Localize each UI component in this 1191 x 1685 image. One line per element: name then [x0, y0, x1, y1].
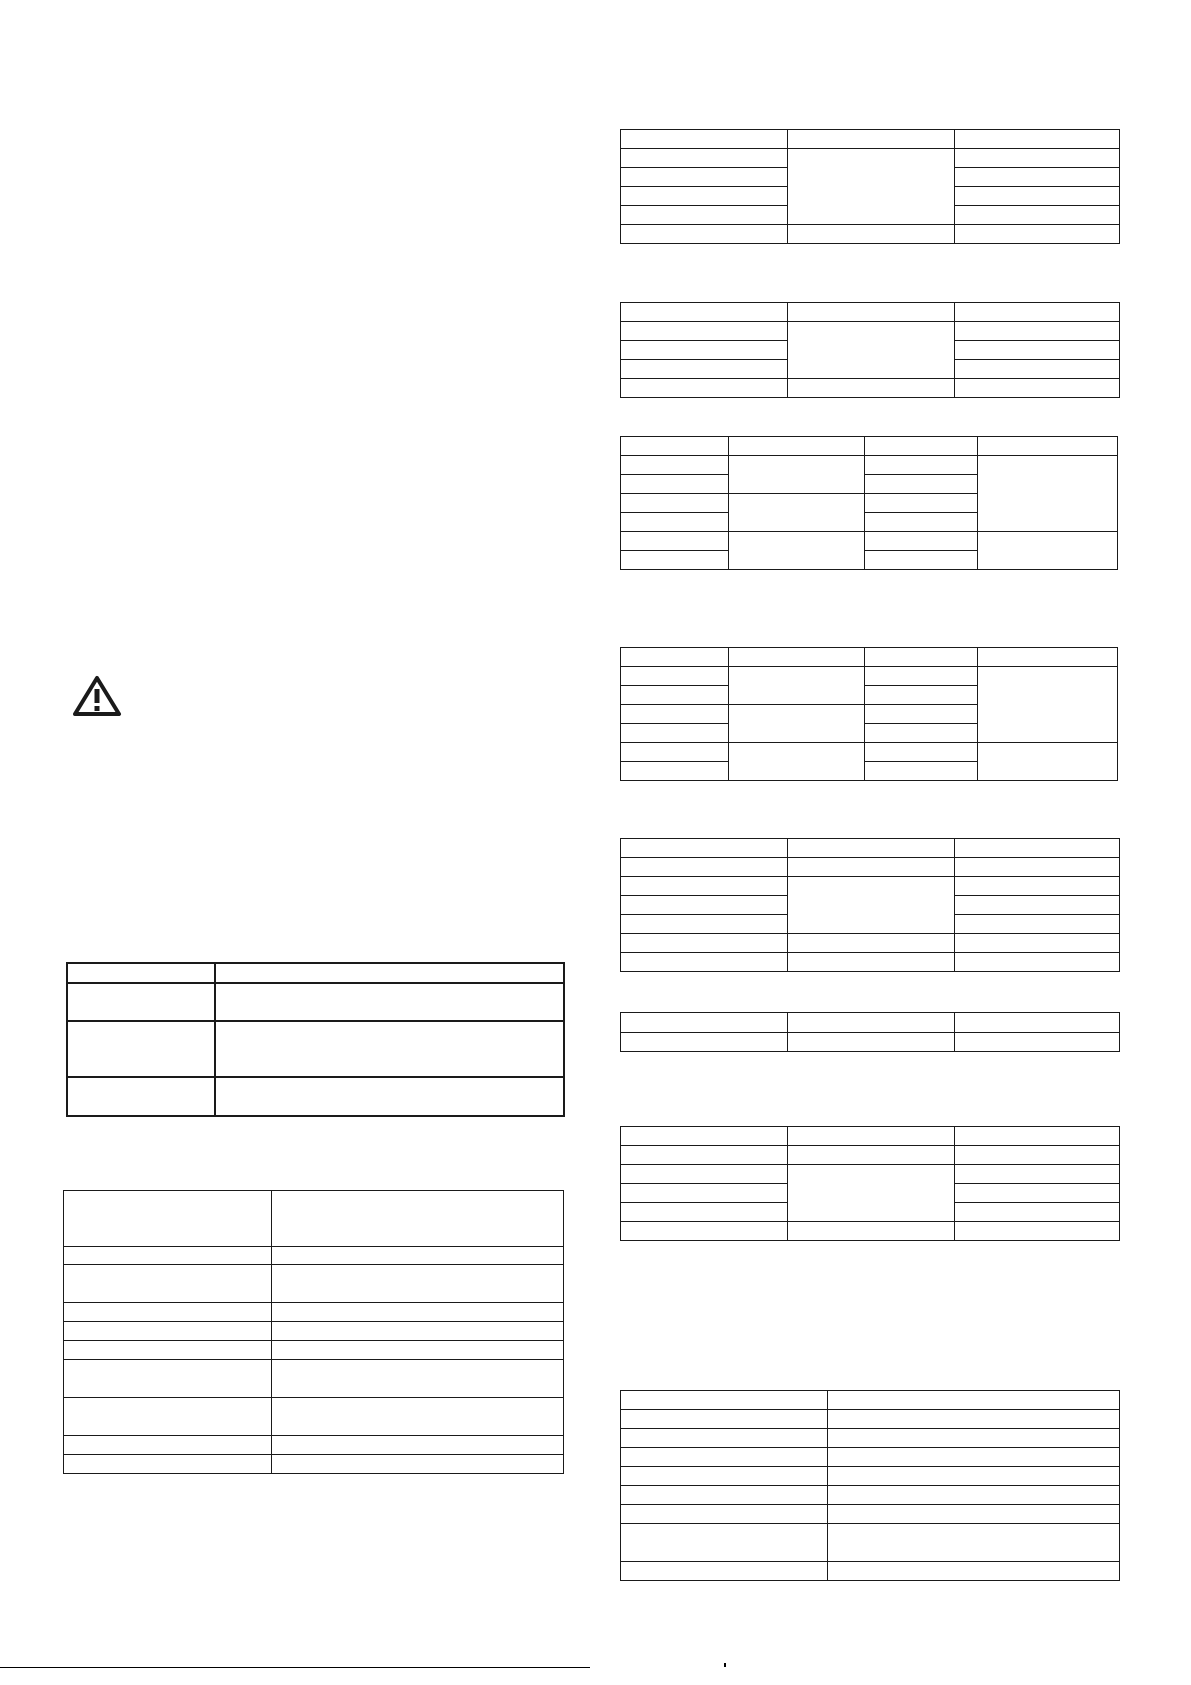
table-row [621, 1429, 1120, 1448]
footer-tick-mark [724, 1663, 726, 1667]
table-row [64, 1436, 564, 1455]
table-row [621, 1467, 1120, 1486]
table-row [621, 532, 1118, 551]
table-row [621, 1486, 1120, 1505]
table-row [64, 1265, 564, 1303]
table-header-row [621, 1127, 1120, 1146]
table-header-row [621, 648, 1118, 667]
table-header-row [621, 839, 1120, 858]
table-row [621, 667, 1118, 686]
table-header-row [67, 963, 564, 983]
table-row [621, 1033, 1120, 1052]
table-right-5 [620, 838, 1120, 972]
table-row [621, 1410, 1120, 1429]
table-row [621, 1165, 1120, 1184]
table-row [621, 953, 1120, 972]
table-row [621, 379, 1120, 398]
table-right-1 [620, 129, 1120, 244]
table-row [64, 1360, 564, 1398]
table-row [67, 1021, 564, 1077]
table-header-row [621, 1391, 1120, 1410]
table-row [621, 225, 1120, 244]
table-row [64, 1247, 564, 1265]
table-right-3 [620, 436, 1118, 570]
table-row [621, 456, 1118, 475]
table-header-row [621, 303, 1120, 322]
table-right-4 [620, 647, 1118, 781]
table-row [621, 149, 1120, 168]
table-row [67, 983, 564, 1021]
table-row [621, 877, 1120, 896]
table-header-row [621, 130, 1120, 149]
table-right-7 [620, 1126, 1120, 1241]
table-row [64, 1322, 564, 1341]
table-row [621, 1562, 1120, 1581]
table-row [621, 322, 1120, 341]
table-header-row [621, 1013, 1120, 1033]
table-row [621, 1448, 1120, 1467]
table-row [621, 743, 1118, 762]
table-row [64, 1398, 564, 1436]
warning-triangle-icon [72, 675, 122, 717]
table-right-6 [620, 1012, 1120, 1052]
footer-rule [0, 1667, 590, 1668]
table-row [621, 1146, 1120, 1165]
table-row [621, 1222, 1120, 1241]
table-right-8 [620, 1390, 1120, 1581]
table-row [67, 1077, 564, 1116]
table-header-row [621, 437, 1118, 456]
table-right-2 [620, 302, 1120, 398]
table-left-1 [66, 962, 565, 1117]
table-row [64, 1303, 564, 1322]
table-row [621, 858, 1120, 877]
table-row [64, 1341, 564, 1360]
table-row [621, 934, 1120, 953]
table-row [621, 1505, 1120, 1524]
table-row [64, 1455, 564, 1474]
table-left-2 [63, 1190, 564, 1474]
table-row [621, 1524, 1120, 1562]
table-row [64, 1191, 564, 1247]
